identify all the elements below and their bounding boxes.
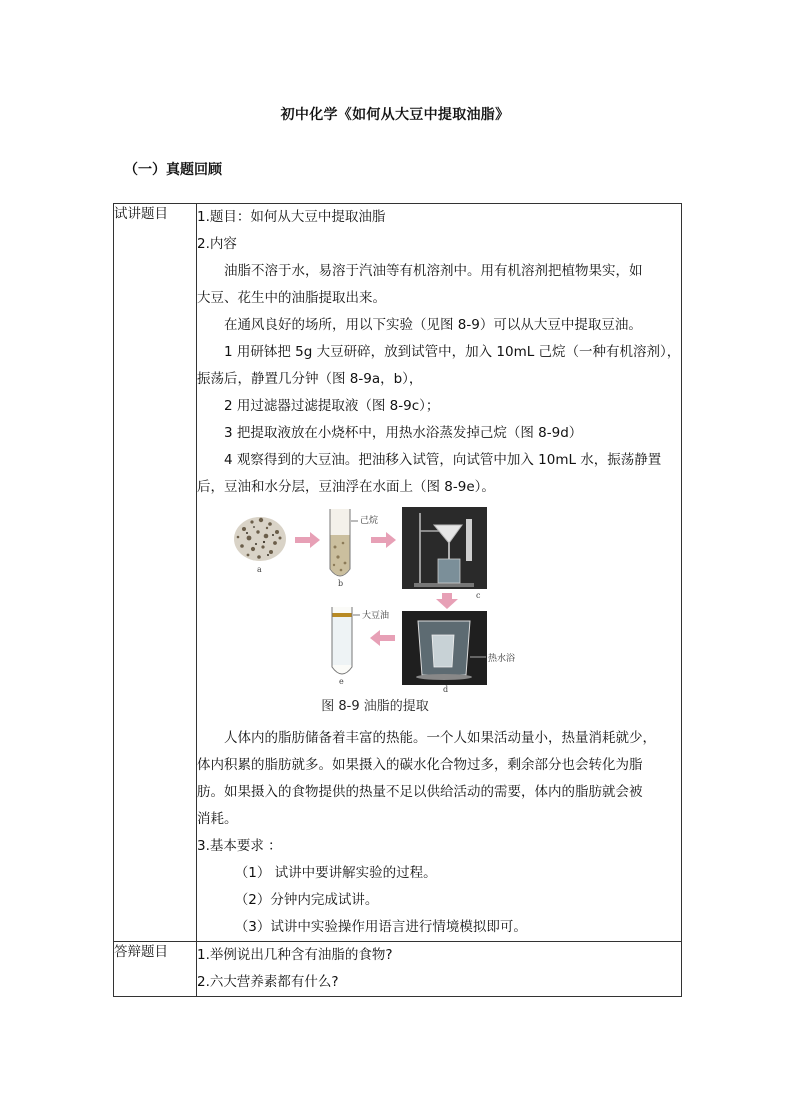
tag-b: b xyxy=(338,579,344,588)
topic-line: 1.题目：如何从大豆中提取油脂 xyxy=(197,209,386,225)
tag-c: c xyxy=(476,591,481,600)
trial-label: 试讲题目 xyxy=(114,204,197,942)
para3-line1: 人体内的脂肪储备着丰富的热能。一个人如果活动量小，热量消耗就少， xyxy=(224,730,656,746)
step4-line2: 后，豆油和水分层，豆油浮在水面上（图 8-9e）。 xyxy=(197,479,495,495)
experiment-figure xyxy=(230,507,520,719)
defense-label: 答辩题目 xyxy=(114,942,197,997)
content-heading: 2.内容 xyxy=(197,236,237,252)
para3-line4: 消耗。 xyxy=(197,811,238,827)
label-hot-water-bath: 热水浴 xyxy=(488,654,516,664)
requirements-heading: 3.基本要求 ： xyxy=(197,838,282,854)
tag-d: d xyxy=(443,685,449,694)
label-soy-oil: 大豆油 xyxy=(362,611,390,621)
tag-e: e xyxy=(339,677,344,686)
step3: 3 把提取液放在小烧杯中，用热水浴蒸发掉己烷（图 8-9d） xyxy=(224,425,583,441)
water-bath-photo xyxy=(402,611,487,685)
arrow-a-to-b xyxy=(295,532,320,548)
trial-content xyxy=(197,204,682,942)
para3-line3: 肪。如果摄入的食物提供的热量不足以供给活动的需要，体内的脂肪就会被 xyxy=(197,784,643,800)
arrow-b-to-c xyxy=(371,532,396,548)
defense-question-2: 2.六大营养素都有什么? xyxy=(197,974,339,990)
defense-content xyxy=(197,942,682,997)
step1-line2: 振荡后，静置几分钟（图 8-9a，b）， xyxy=(197,371,423,387)
requirement-1: （1） 试讲中要讲解实验的过程。 xyxy=(234,865,437,881)
filtration-photo xyxy=(402,507,487,589)
document-title: 初中化学《如何从大豆中提取油脂》 xyxy=(280,107,510,123)
label-hexane: 己烷 xyxy=(360,516,379,526)
arrow-d-to-e xyxy=(370,630,395,646)
para1-line1: 油脂不溶于水，易溶于汽油等有机溶剂中。用有机溶剂把植物果实，如 xyxy=(224,263,643,279)
crushed-soybean-pile xyxy=(234,517,286,561)
arrow-c-to-d xyxy=(436,593,458,609)
step1-line1: 1 用研钵把 5g 大豆研碎，放到试管中，加入 10mL 己烷（一种有机溶剂）， xyxy=(224,344,681,360)
defense-row xyxy=(114,942,682,997)
para2: 在通风良好的场所，用以下实验（见图 8-9）可以从大豆中提取豆油。 xyxy=(224,317,642,333)
figure-caption: 图 8-9 油脂的提取 xyxy=(321,699,429,714)
test-tube-b xyxy=(330,509,358,576)
tag-a: a xyxy=(257,565,262,574)
step2: 2 用过滤器过滤提取液（图 8-9c）； xyxy=(224,398,440,414)
defense-question-1: 1.举例说出几种含有油脂的食物? xyxy=(197,947,393,963)
trial-row xyxy=(114,204,682,942)
para3-line2: 体内积累的脂肪就多。如果摄入的碳水化合物过多，剩余部分也会转化为脂 xyxy=(197,757,643,773)
test-tube-e xyxy=(332,607,360,674)
section-heading: （一）真题回顾 xyxy=(124,162,222,178)
para1-line2: 大豆、花生中的油脂提取出来。 xyxy=(197,290,386,306)
step4-line1: 4 观察得到的大豆油。把油移入试管，向试管中加入 10mL 水，振荡静置 xyxy=(224,452,662,468)
requirement-2: （2）分钟内完成试讲。 xyxy=(234,892,379,908)
exam-table xyxy=(113,203,682,997)
requirement-3: （3）试讲中实验操作用语言进行情境模拟即可。 xyxy=(234,919,527,935)
